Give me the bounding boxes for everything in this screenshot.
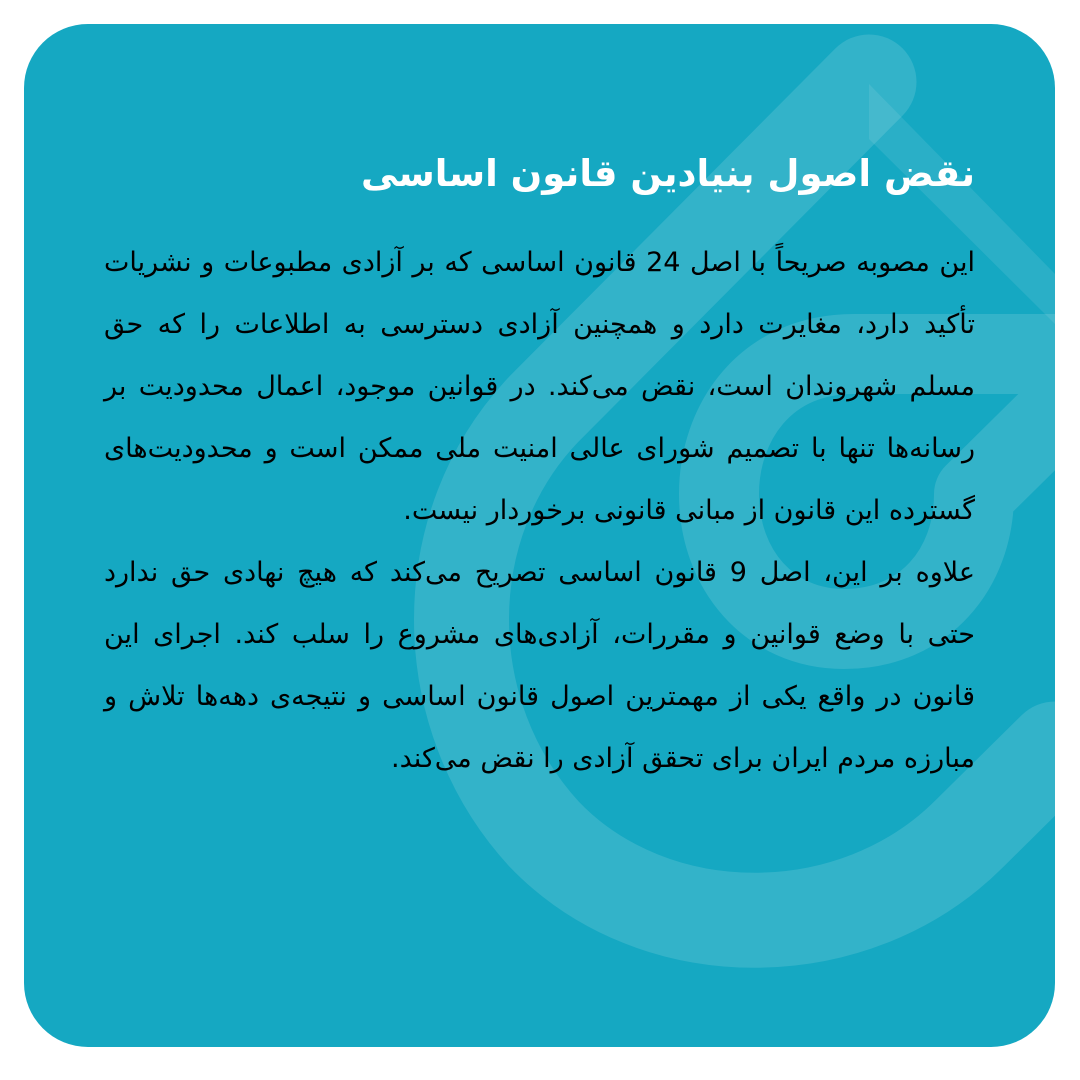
content-card bbox=[24, 24, 1055, 1047]
paragraph: این مصوبه صریحاً با اصل 24 قانون اساسی که بر آزادی مطبوعات و نشریات تأکید دارد، مغایرت دارد و همچنین آزادی دسترسی به اطلاعات را که حق مسلم شهروندان است، نقض می‌کند. در قوانین موجود، اعمال محدودیت بر رسانه‌ها تنها با تصمیم شورای عالی امنیت ملی ممکن است و محدودیت‌های گسترده این قانون از مبانی قانونی برخوردار نیست. bbox=[104, 247, 975, 526]
page-title: نقض اصول بنیادین قانون اساسی bbox=[360, 152, 975, 195]
paragraph: علاوه بر این، اصل 9 قانون اساسی تصریح می‌کند که هیچ نهادی حق ندارد حتی با وضع قوانین و مقررات، آزادی‌های مشروع را سلب کند. اجرای این قانون در واقع یکی از مهمترین اصول قانون اساسی و نتیجه‌ی دهه‌ها تلاش و مبارزه مردم ایران برای تحقق آزادی را نقض می‌کند. bbox=[104, 557, 975, 774]
body-text bbox=[104, 232, 975, 790]
